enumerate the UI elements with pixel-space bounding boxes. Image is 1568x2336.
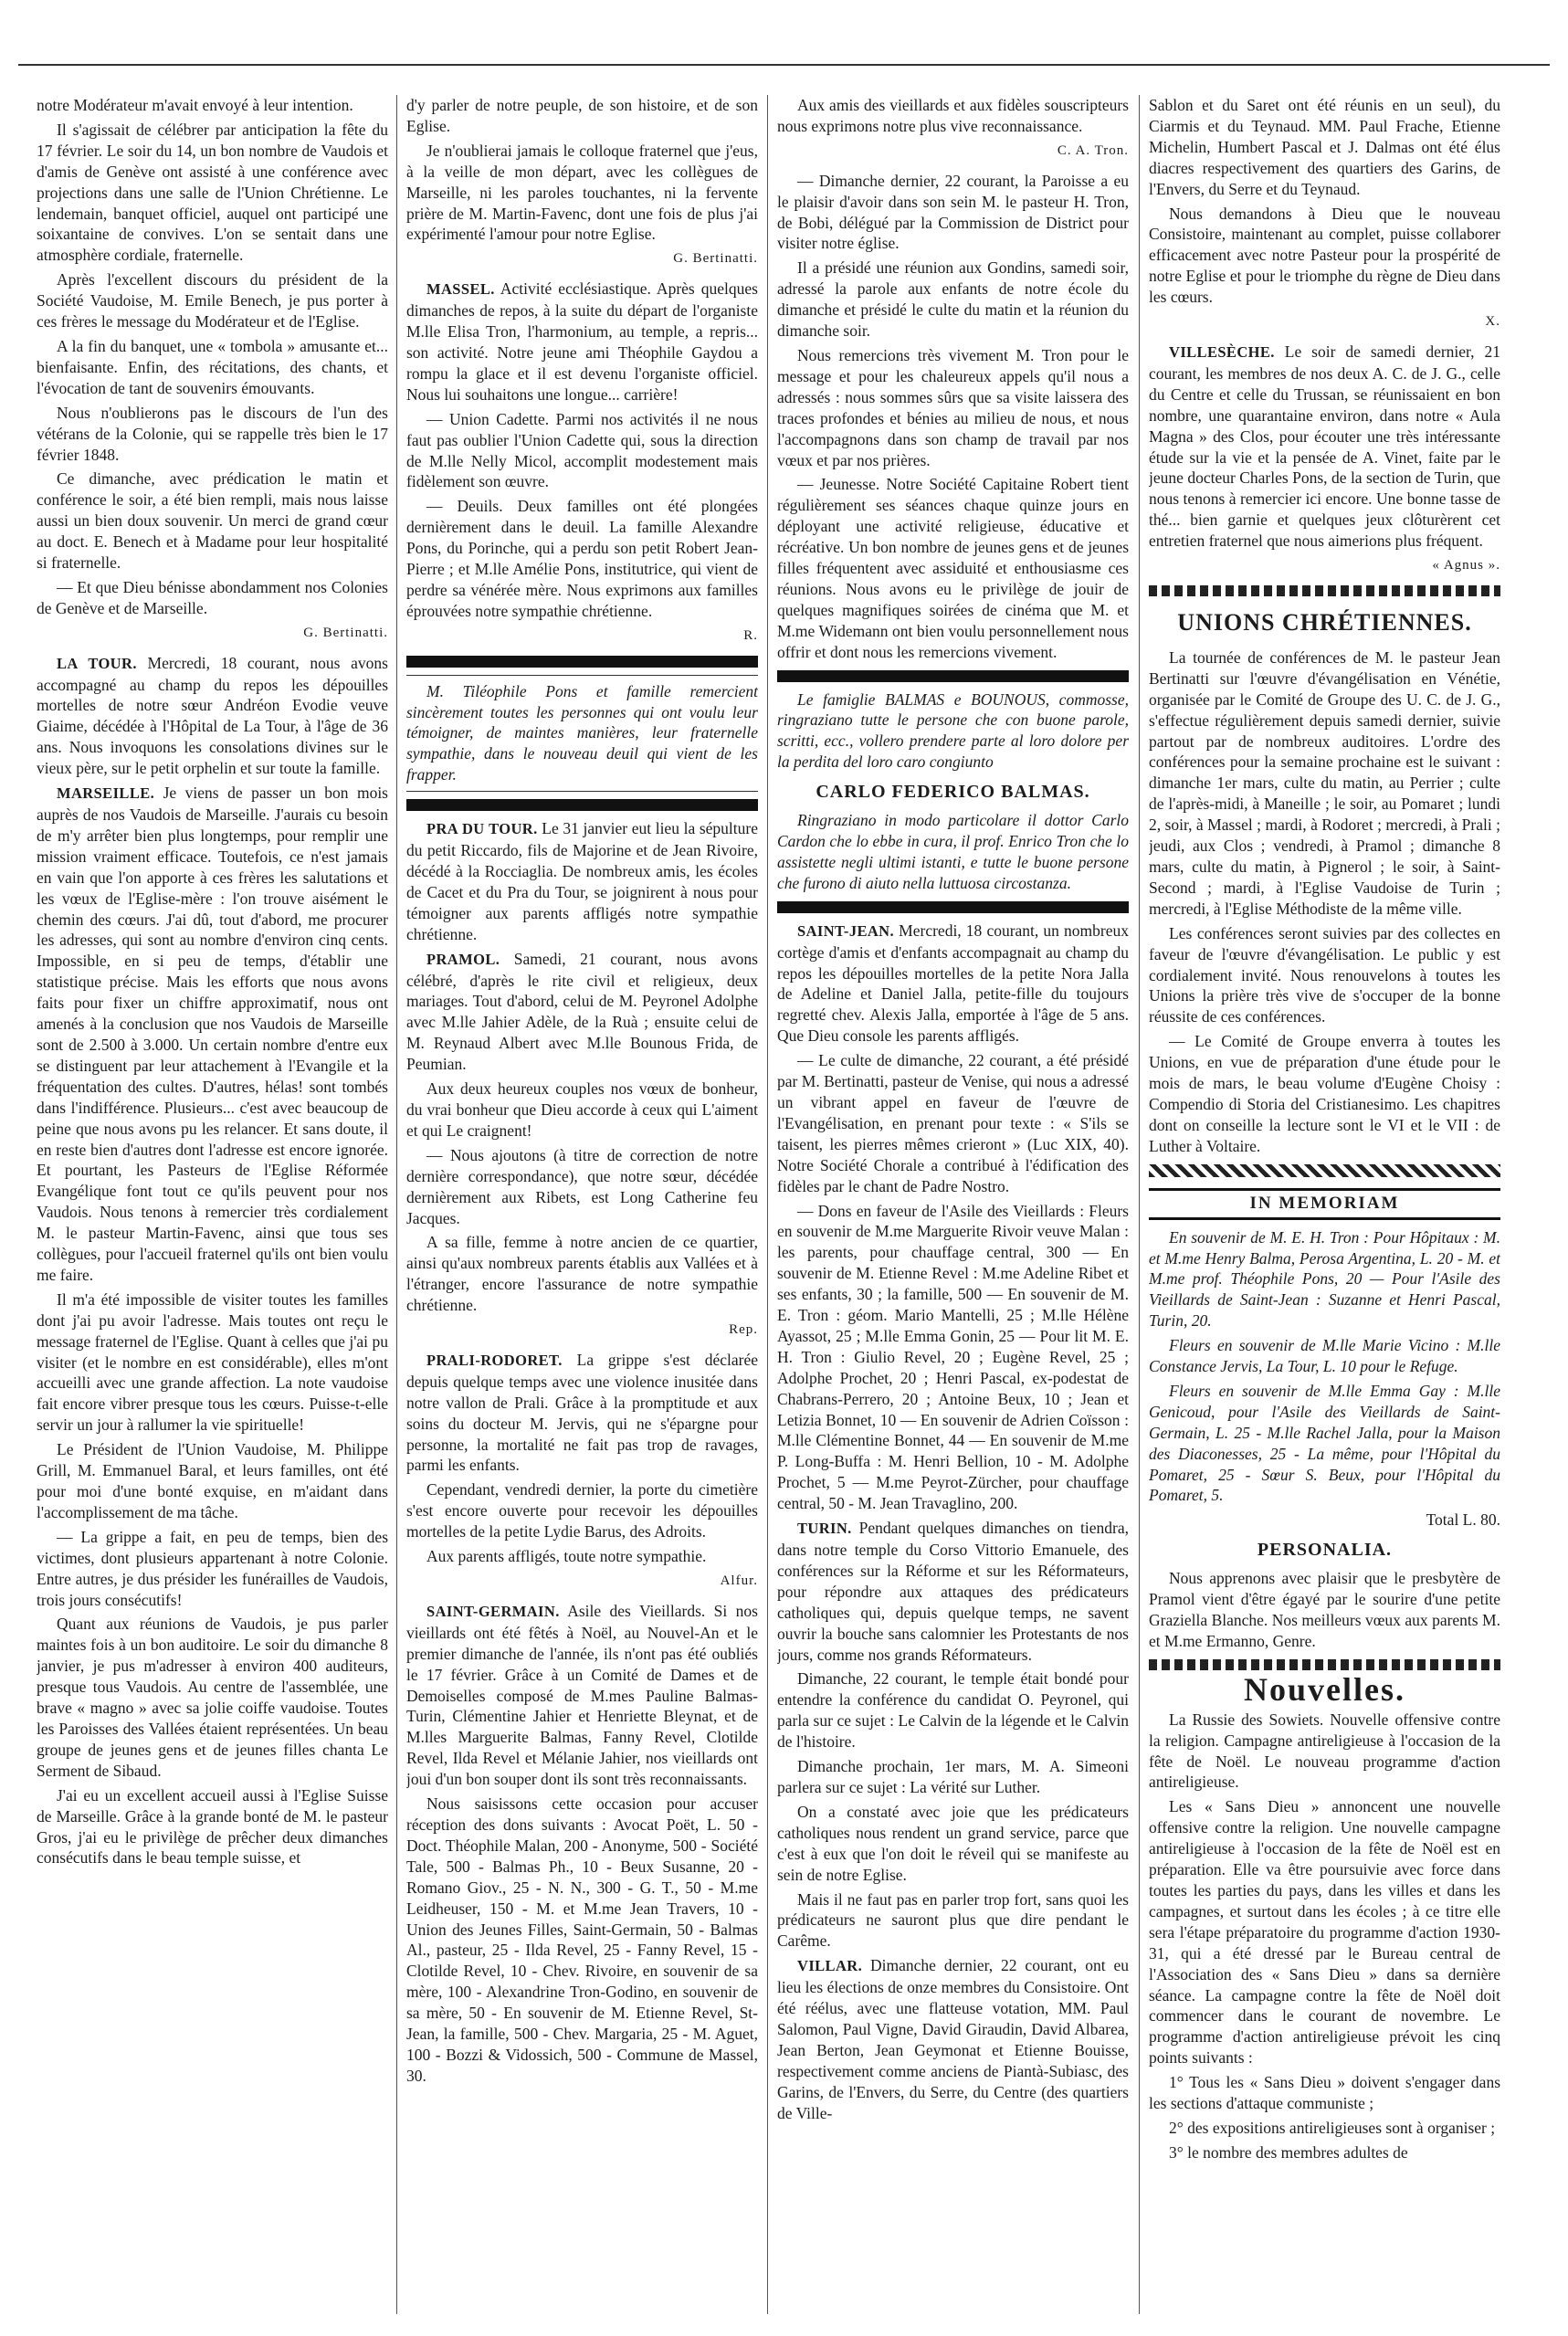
black-rule	[777, 901, 1129, 913]
paragraph: Nous remercions très vivement M. Tron pour le message et pour les chaleureux appels qu'il nous a adressés : nous sommes sûrs que sa visite laissera des traces profondes et bénies au milieu de nous, et nous l'accompagnons dans son champ de travail par nos vœux et par nos prières.	[777, 345, 1129, 469]
paragraph: La grippe s'est déclarée depuis quelque temps avec une violence inusitée dans notre vallon de Prali. Grâce à la promptitude et aux soins du docteur M. Jervis, qui ne s'épargne pour personne, la mortalité ne fait pas trop de ravages, parmi les enfants.	[406, 1350, 758, 1475]
paragraph: Les « Sans Dieu » annoncent une nouvelle offensive contre la religion. Une nouvelle campagne antireligieuse à l'occasion de la fête de Noël est en préparation. Elle va être poursuivie avec force dans toutes les parties du pays, dans les villes et dans les campagnes, et surtout dans les écoles ; à ce titre elle sera l'étape préparatoire du programme d'action 1930-31, qui a été dressé par le Bureau central de l'Association des « Sans Dieu » dans sa dernière séance. La campagne contre la fête de Noël doit commencer dans le courant de novembre. Le programme d'action antireligieuse prévoit les cinq points suivants :	[1149, 1797, 1500, 2068]
paragraph: Sablon et du Saret ont été réunis en un seul), du Ciarmis et du Teynaud. MM. Paul Frache, Etienne Michelin, Humbert Pascal et J. Dalmas ont été élus diacres respectivement des quartiers des Garins, de l'Envers, du Serre et du Teynaud.	[1149, 96, 1500, 198]
paragraph: En souvenir de M. E. H. Tron : Pour Hôpitaux : M. et M.me Henry Balma, Perosa Argentina, L. 20 - M. et M.me prof. Théophile Pons, 20 — Pour l'Asile des Vieillards de Saint-Jean : Suzanne et Henri Pascal, Turin, 20.	[1149, 1227, 1500, 1331]
column-1	[37, 95, 388, 2323]
paragraph: Activité ecclésiastique. Après quelques dimanches de repos, à la suite du départ de l'organiste M.lle Elisa Tron, l'harmonium, au temple, a repris... son activité. Notre jeune ami Théophile Gaydou a rompu la glace et il est devenu l'organiste officiel. Nous lui souhaitons une longue... carrière!	[406, 279, 758, 404]
notice-name: CARLO FEDERICO BALMAS.	[816, 782, 1090, 803]
paragraph: On a constaté avec joie que les prédicateurs catholiques nous rendent un grand service, parce que c'est à eux que l'on doit le réveil qui se manifeste au sein de notre Eglise.	[777, 1802, 1129, 1884]
paragraph: 3° le nombre des membres adultes de	[1169, 2142, 1408, 2162]
signature: X.	[1485, 314, 1500, 330]
section-heading: MARSEILLE.	[57, 784, 155, 803]
section-heading: VILLESÈCHE.	[1169, 342, 1275, 361]
unions-title: UNIONS CHRÉTIENNES.	[1177, 608, 1472, 636]
paragraph: Dimanche prochain, 1er mars, M. A. Simeoni parlera sur ce sujet : La vérité sur Luther.	[777, 1757, 1129, 1796]
section-heading: LA TOUR.	[57, 654, 137, 672]
personalia-title: PERSONALIA.	[1257, 1540, 1393, 1561]
paragraph: Ce dimanche, avec prédication le matin et conférence le soir, a été bien rempli, mais nous laisse aussi un bien doux souvenir. Un merci de grand cœur au doct. E. Benech et à Madame pour leur hospitalité si fraternelle.	[37, 469, 388, 573]
paragraph: 2° des expositions antireligieuses sont à organiser ;	[1169, 2118, 1496, 2137]
italian-notice: Le famiglie BALMAS e BOUNOUS, commosse, ringraziano tutte le persone che con buone parole, scritti, ecc., vollero prendere parte al loro dolore per la perdita del loro caro congiunto	[777, 689, 1129, 772]
thanks-notice: M. Tiléophile Pons et famille remercient sincèrement toutes les personnes qui ont voulu leur témoigner, de maintes manières, leur fraternelle sympathie, dans le nouveau deuil qui vient de les frapper.	[406, 675, 758, 793]
signature: R.	[743, 627, 758, 643]
paragraph: — La grippe a fait, en peu de temps, bien des victimes, dont plusieurs appartenant à notre Colonie. Entre autres, je dus présider les funérailles de Vaudois, trois jours consécutifs!	[37, 1527, 388, 1609]
section-heading: SAINT-GERMAIN.	[426, 1602, 560, 1620]
paragraph: A sa fille, femme à notre ancien de ce quartier, ainsi qu'aux nombreux parents établis aux Vallées et à l'étranger, encore l'assurance de notre sympathie chrétienne.	[406, 1233, 758, 1315]
paragraph: Quant aux réunions de Vaudois, je pus parler maintes fois à un bon auditoire. Le soir du dimanche 8 janvier, je pus m'adresser à environ 400 auditeurs, presque tous Vaudois. Au centre de l'assemblée, une brave « magno » avec sa jolie coiffe vaudoise. Toutes les Paroisses des Vallées étaient représentées. Un beau groupe de jeunes gens et de jeunes filles chanta Le Serment de Sibaud.	[37, 1615, 388, 1780]
paragraph: Dimanche dernier, 22 courant, ont eu lieu les élections de onze membres du Consistoire. Ont été réélus, avec une flatteuse votation, MM. Paul Salomon, Paul Vigne, David Giraudin, David Albarea, Jean Berton, Jean Geymonat et Etienne Bouisse, respectivement comme anciens de Piantà-Subiasc, des Garins, de l'Envers, du Serre, du Centre (des quartiers de Ville-	[777, 1956, 1129, 2122]
paragraph: Il s'agissait de célébrer par anticipation la fête du 17 février. Le soir du 14, un bon nombre de Vaudois et d'amis de Genève ont assisté à une conférence avec projections dans une salle de l'Union Chrétienne. Le lendemain, banquet officiel, auquel ont participé une soixantaine de convives. L'on se sentait dans une atmosphère cordiale, fraternelle.	[37, 120, 388, 265]
paragraph: — Dons en faveur de l'Asile des Vieillards : Fleurs en souvenir de M.me Marguerite Rivoir veuve Malan : les parents, pour chauffage central, 300 — En souvenir de M. Etienne Revel : M.me Adeline Ribet et ses enfants, 30 ; la famille, 500 — En souvenir de M. E. Tron : géom. Mario Mantelli, 25 ; M.lle Hélène Ayassot, 25 ; M.lle Emma Gonin, 25 — Pour lit M. E. H. Tron : Giulio Revel, 20 ; Eugène Revel, 25 ; Adolphe Prochet, 20 ; Henri Pascal, ex-podestat de Chabrans-Perrero, 20 ; Antoine Beux, 10 ; Jean et Letizia Bonnet, 10 — En souvenir de Adrien Coïsson : M.lle Clémentine Bonnet, 44 — En souvenir de M.me P. Long-Buffa : M. Henri Bellion, 10 - M. Adolphe Prochet, 5 — M.me Peyrot-Zürcher, pour chauffage central, 50 - M. Jean Travaglino, 200.	[777, 1201, 1129, 1513]
paragraph: — Dimanche dernier, 22 courant, la Paroisse a eu le plaisir d'avoir dans son sein M. le pasteur H. Tron, de Bobi, délégué par la Commission de District pour visiter notre église.	[777, 171, 1129, 253]
paragraph: Nous n'oublierons pas le discours de l'un des vétérans de la Colonie, qui se rappelle très bien le 17 février 1848.	[37, 403, 388, 464]
paragraph: Nous saisissons cette occasion pour accuser réception des dons suivants : Avocat Poët, L. 50 - Doct. Théophile Malan, 200 - Anonyme, 500 - Société Tale, 500 - Balmas Ph., 10 - Beux Susanne, 20 - Romano Giov., 25 - N. N., 300 - G. T., 50 - M.me Leidheuser, 150 - M. et M.me Jean Travers, 10 - Union des Jeunes Filles, Saint-Germain, 50 - Balmas Al., pasteur, 25 - Ilda Revel, 25 - Fanny Revel, 15 - Clotilde Revel, 10 - Chev. Rivoire, en souvenir de sa mère, 100 - Alexandrine Tron-Godino, en souvenir de sa mère, 50 - En souvenir de M. Etienne Revel, St-Jean, la famille, 500 - Chev. Margaria, 25 - M. Aguet, 100 - Bozzi & Vidossich, 500 - Commune de Massel, 30.	[406, 1794, 758, 2085]
paragraph: A la fin du banquet, une « tombola » amusante et... bienfaisante. Enfin, des récitations, des chants, et l'évocation de tant de souvenirs émouvants.	[37, 336, 388, 397]
total-line: Total L. 80.	[1426, 1510, 1500, 1530]
section-heading: TURIN.	[797, 1520, 852, 1538]
paragraph: Aux amis des vieillards et aux fidèles souscripteurs nous exprimons notre plus vive reconnaissance.	[777, 96, 1129, 135]
signature: Alfur.	[720, 1573, 758, 1588]
paragraph: J'ai eu un excellent accueil aussi à l'Eglise Suisse de Marseille. Grâce à la grande bonté de M. le pasteur Gros, j'ai eu le privilège de prêcher deux dimanches consécutifs dans le beau temple suisse, et	[37, 1785, 388, 1868]
paragraph: Le 31 janvier eut lieu la sépulture du petit Riccardo, fils de Majorine et de Jean Rivoire, décédé à la Rocciaglia. De nombreux amis, les écoles de Cacet et du Pra du Tour, se joignirent à nous pour témoigner aux parents affligés notre sympathie chrétienne.	[406, 819, 758, 943]
paragraph: notre Modérateur m'avait envoyé à leur intention.	[37, 96, 353, 114]
paragraph: Le soir de samedi dernier, 21 courant, les membres de nos deux A. C. de J. G., celle du Centre et celle du Trussan, se réunissaient en bon nombre, une quarantaine environ, dans notre « Aula Magna » des Clos, pour écouter une très intéressante étude sur la vie et la pensée de A. Vinet, faite par le jeune docteur Charles Pons, de la section de Turin, que nous tenons à remercier ici encore. Une bonne tasse de thé... bien garnie et quelques jeux clôturèrent cet entretien fraternel que nous aimerions plus fréquent.	[1149, 342, 1500, 551]
section-heading: VILLAR.	[797, 1957, 863, 1975]
memoriam-title: IN MEMORIAM	[1149, 1188, 1500, 1220]
signature: C. A. Tron.	[1057, 142, 1129, 158]
paragraph: Mais il ne faut pas en parler trop fort, sans quoi les prédicateurs ne sauront plus que dire pendant le Carême.	[777, 1889, 1129, 1951]
column-3	[777, 95, 1129, 2323]
column-divider	[1139, 95, 1140, 2314]
paragraph: Après l'excellent discours du président de la Société Vaudoise, M. Emile Benech, je pus porter à ces frères le message du Modérateur et de l'Eglise.	[37, 270, 388, 331]
signature: Rep.	[729, 1322, 758, 1338]
column-divider	[396, 95, 397, 2314]
paragraph: Cependant, vendredi dernier, la porte du cimetière s'est encore ouverte pour recevoir les dépouilles mortelles de la petite Lydie Barus, des Adroits.	[406, 1480, 758, 1542]
paragraph: Samedi, 21 courant, nous avons célébré, d'après le rite civil et religieux, deux mariages. Tout d'abord, celui de M. Peyronel Adolphe avec M.lle Jahier Adèle, de la Ruà ; ensuite celui de M. Reynaud Albert avec M.lle Bounous Frida, de Peumian.	[406, 949, 758, 1074]
paragraph: La tournée de conférences de M. le pasteur Jean Bertinatti sur l'œuvre d'évangélisation en Vénétie, organisée par le Comité de Groupe des U. C. de J. G., s'effectue régulièrement depuis samedi dernier, suivie partout par de nombreux auditoires. L'ordre des conférences pour la semaine prochaine est le suivant : dimanche 1er mars, culte du matin, au Perrier ; culte de l'après-midi, à Maneille ; le soir, au Pomaret ; lundi 2, soir, à Massel ; mardi, à Rodoret ; mercredi, à Prali ; jeudi, aux Clos ; vendredi, à Pramol ; dimanche 8 mars, culte du matin, à Pignerol ; le soir, à Saint-Second ; mardi, à l'Eglise Vaudoise de Turin ; mercredi, à l'Eglise Méthodiste de la même ville.	[1149, 647, 1500, 918]
paragraph: — Union Cadette. Parmi nos activités il ne nous faut pas oublier l'Union Cadette qui, sous la direction de M.lle Nelly Micol, accomplit modestement mais fidèlement son œuvre.	[406, 409, 758, 491]
paragraph: — Et que Dieu bénisse abondamment nos Colonies de Genève et de Marseille.	[37, 577, 388, 617]
section-heading: PRALI-RODORET.	[426, 1351, 563, 1369]
paragraph: Dimanche, 22 courant, le temple était bondé pour entendre la conférence du candidat O. Peyronel, qui parla sur ce sujet : Le Calvin de la légende et le Calvin de l'histoire.	[777, 1669, 1129, 1752]
paragraph: 1° Tous les « Sans Dieu » doivent s'engager dans les sections d'attaque communiste ;	[1149, 2073, 1500, 2113]
black-rule	[406, 656, 758, 668]
column-4	[1149, 95, 1500, 2323]
paragraph: Le Président de l'Union Vaudoise, M. Philippe Grill, M. Emmanuel Baral, et leurs familles, ont été pour moi d'une bonté exquise, en m'aidant dans l'accomplissement de ma tâche.	[37, 1440, 388, 1521]
paragraph: Mercredi, 18 courant, un nombreux cortège d'amis et d'enfants accompagnait au champ du repos les dépouilles mortelles de la petite Nora Jalla de Adeline et Daniel Jalla, petite-fille du toujours regretté chev. Alexis Jalla, emportée à l'âge de 5 ans. Que Dieu console les parents affligés.	[777, 921, 1129, 1046]
paragraph: Il a présidé une réunion aux Gondins, samedi soir, adressé la parole aux enfants de notre école du dimanche et présidé le culte du matin et la réunion du dimanche soir.	[777, 258, 1129, 341]
section-heading: PRAMOL.	[426, 950, 500, 968]
paragraph: Asile des Vieillards. Si nos vieillards ont été fêtés à Noël, au Nouvel-An et le premier dimanche de l'année, ils n'ont pas été oubliés le 17 février. Grâce à un Comité de Dames et de Demoiselles composé de M.mes Pauline Balmas-Turin, Clémentine Jahier et Henriette Bleynat, et de M.lles Marguerite Balmas, Fanny Revel, Clotilde Revel, Ilda Revel et Mélanie Jahier, nos vieillards ont joui d'un bon souper dont ils sont très reconnaissants.	[406, 1601, 758, 1789]
signature: G. Bertinatti.	[303, 625, 388, 640]
ornament-rule	[1149, 1164, 1500, 1177]
italian-notice: Ringraziano in modo particolare il dottor Carlo Cardon che lo ebbe in cura, il prof. Enrico Tron che lo assistette negli ultimi istanti, e tutte le buone persone che furono di aiuto nella luttuosa circostanza.	[777, 811, 1129, 892]
column-divider	[767, 95, 768, 2314]
paragraph: Fleurs en souvenir de M.lle Emma Gay : M.lle Genicoud, pour l'Asile des Vieillards de Saint-Germain, L. 25 - M.lle Rachel Jalla, pour la Maison des Diaconesses, 25 - La même, pour l'Hôpital du Pomaret, 25 - Sœur S. Beux, pour l'Hôpital du Pomaret, 5.	[1149, 1381, 1500, 1505]
paragraph: — Deuils. Deux familles ont été plongées dernièrement dans le deuil. La famille Alexandre Pons, du Porinche, qui a perdu son petit Robert Jean-Pierre ; et M.lle Amélie Pons, institutrice, qui vient de perdre sa vénérée mère. Nous exprimons aux familles éprouvées notre sympathie chrétienne.	[406, 497, 758, 620]
paragraph: Mercredi, 18 courant, nous avons accompagné au champ du repos les dépouilles mortelles de notre sœur Andréon Evodie veuve Giaime, décédée à l'Hôpital de La Tour, à l'âge de 36 ans. Nous invoquons les consolations divines sur le vieux père, sur le petit orphelin et sur toute la famille.	[37, 653, 388, 778]
paragraph: Aux parents affligés, toute notre sympathie.	[426, 1547, 707, 1566]
paragraph: — Jeunesse. Notre Société Capitaine Robert tient régulièrement ses séances chaque quinze jours en déployant une activité religieuse, éducative et récréative. Un bon nombre de jeunes gens et de jeunes filles fréquentent avec assiduité et enthousiasme ces réunions. Nous avons eu le privilège de jouir de quelques magnifiques soirées de cinéma que M. et M.me Widemann ont bien voulu personnellement nous offrir et dont nous les remercions vivement.	[777, 475, 1129, 661]
paragraph: d'y parler de notre peuple, de son histoire, et de son Eglise.	[406, 96, 758, 135]
paragraph: — Le culte de dimanche, 22 courant, a été présidé par M. Bertinatti, pasteur de Venise, qui nous a adressé un vibrant appel en faveur de l'œuvre de l'Evangélisation, en prenant pour texte : « S'ils se taisent, les pierres mêmes crieront » (Luc XIX, 40). Notre Société Chorale a contribué à l'édification des fidèles par le chant de Padre Nostro.	[777, 1051, 1129, 1195]
paragraph: Les conférences seront suivies par des collectes en faveur de l'œuvre d'évangélisation. Le public y est cordialement invité. Nous renouvelons à toutes les Unions la prière très vive de s'occuper de la bonne réussite de ces conférences.	[1149, 923, 1500, 1026]
black-rule	[406, 799, 758, 811]
section-heading: SAINT-JEAN.	[797, 921, 895, 940]
section-heading: PRA DU TOUR.	[426, 820, 538, 838]
column-2	[406, 95, 758, 2323]
top-rule	[18, 64, 1550, 66]
nouvelles-title: Nouvelles.	[1244, 1670, 1405, 1708]
signature: G. Bertinatti.	[673, 251, 758, 267]
black-rule	[777, 670, 1129, 682]
ornament-rule	[1149, 1659, 1500, 1670]
paragraph: Il m'a été impossible de visiter toutes les familles dont j'ai pu avoir l'adresse. Mais toutes ont reçu le message fraternel de l'Eglise. Quant à celles que j'ai pu visiter (et le nombre en est considérable), elles m'ont accueilli avec une grande affection. La note vaudoise fait encore vibrer presque tous les cœurs. Puisse-t-elle servir un jour à rallumer la vie spirituelle!	[37, 1289, 388, 1435]
paragraph: Je n'oublierai jamais le colloque fraternel que j'eus, à la veille de mon départ, avec les collègues de Marseille, ni les paroles touchantes, ni la fervente prière de M. Martin-Favenc, dont une fois de plus j'ai expérimenté l'amour pour notre Eglise.	[406, 141, 758, 244]
paragraph: Nous demandons à Dieu que le nouveau Consistoire, maintenant au complet, puisse collaborer efficacement avec notre Pasteur pour la prospérité de notre Eglise et pour le triomphe du règne de Dieu dans les cœurs.	[1149, 204, 1500, 307]
paragraph: — Le Comité de Groupe enverra à toutes les Unions, en vue de préparation d'une étude pour le mois de mars, le beau volume d'Eugène Choisy : Compendio di Storia del Cristianesimo. Les chapitres dont on conseille la lecture sont le VI et le VII : de Luther à Voltaire.	[1149, 1032, 1500, 1155]
signature: « Agnus ».	[1432, 558, 1500, 573]
paragraph: La Russie des Sowiets. Nouvelle offensive contre la religion. Campagne antireligieuse à l'occasion de la fête de Noël. Le nouveau programme d'action antireligieuse.	[1149, 1710, 1500, 1792]
paragraph: Pendant quelques dimanches on tiendra, dans notre temple du Corso Vittorio Emanuele, des conférences sur la Réforme et sur les Réformateurs, pour répondre aux attaques des prédicateurs catholiques qui, depuis quelque temps, ne savent ouvrir la bouche sans calomnier les Protestants de nos jours, comme nos grands Réformateurs.	[777, 1519, 1129, 1664]
section-heading: MASSEL.	[426, 280, 495, 299]
paragraph: Nous apprenons avec plaisir que le presbytère de Pramol vient d'être égayé par le sourire d'une petite Graziella Blanche. Nos meilleurs vœux aux parents M. et M.me Ermanno, Genre.	[1149, 1569, 1500, 1650]
paragraph: Je viens de passer un bon mois auprès de nos Vaudois de Marseille. J'aurais cu besoin de m'y arrêter bien plus longtemps, pour remplir une mission vraiment efficace. Toutefois, ce n'est jamais en vain que l'on apporte à ces frères les salutations et les vœux de l'Eglise-mère : l'on trouve aisément le chemin des cœurs. J'ai dû, tout d'abord, me procurer les adresses, qui sont au nombre d'environ cinq cents. Impossible, en si peu de temps, d'établir une statistique précise. Mais les efforts que nous avons faits pour fixer un chiffre approximatif, nous ont amenés à la conclusion que nos Vaudois de Marseille sont de 2.500 à 3.000. Un certain nombre d'entre eux se distinguent par leur attachement à l'Evangile et la fréquentation des cultes. D'autres, hélas! sont tombés dans l'indifférence. Plusieurs... c'est avec beaucoup de peine que nous avons pu les relancer. Et sans doute, il en reste bien d'autres dont l'adresse est encore ignorée. Et pourtant, les Pasteurs de l'Eglise Réformée Evangélique font tout ce qu'ils peuvent pour nos Vaudois. Nous tenons à remercier très cordialement M. le pasteur Martin-Favenc, ainsi que tous ses collègues, pour l'accueil fraternel qu'ils ont bien voulu me faire.	[37, 784, 388, 1284]
paragraph: Fleurs en souvenir de M.lle Marie Vicino : M.lle Constance Jervis, La Tour, L. 10 pour le Refuge.	[1149, 1336, 1500, 1376]
paragraph: Aux deux heureux couples nos vœux de bonheur, du vrai bonheur que Dieu accorde à ceux qui L'aiment et qui Le craignent!	[406, 1079, 758, 1140]
paragraph: — Nous ajoutons (à titre de correction de notre dernière correspondance), que notre sœur, décédée dernièrement aux Ribets, est Long Catherine feu Jacques.	[406, 1145, 758, 1227]
ornament-rule	[1149, 585, 1500, 596]
